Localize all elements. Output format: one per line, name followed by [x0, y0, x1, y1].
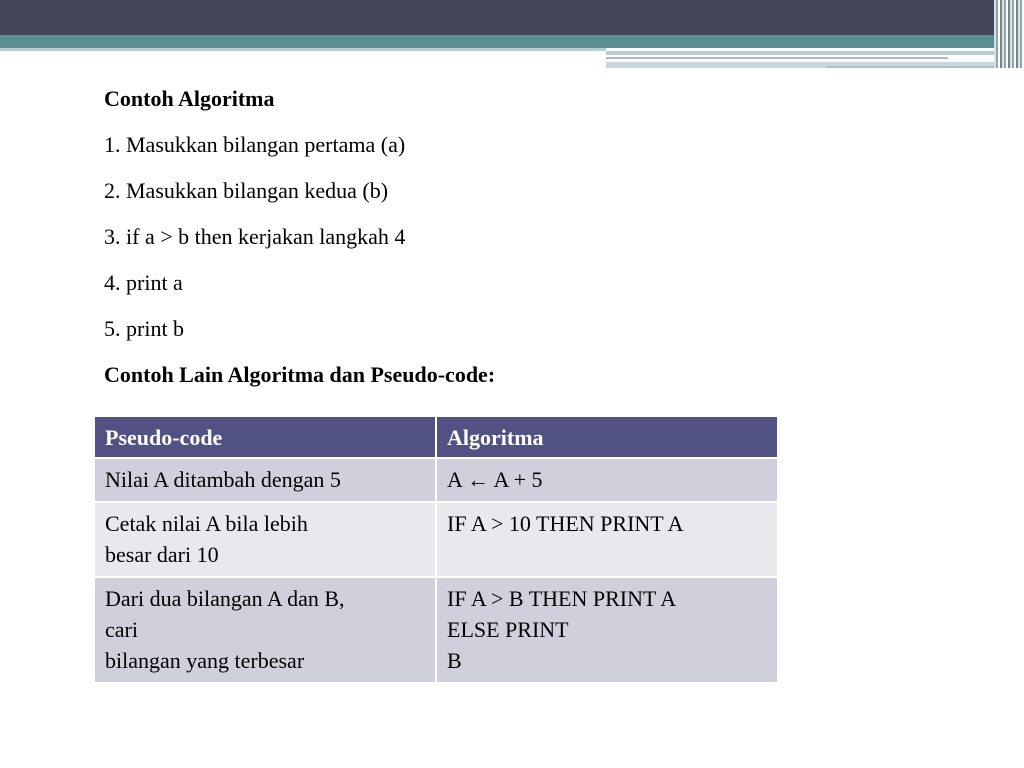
pseudo-code-table [95, 417, 777, 684]
cell-line: A ← A + 5 [447, 467, 543, 492]
header-bar-dark [0, 0, 1024, 35]
algorithm-step-2: 2. Masukkan bilangan kedua (b) [104, 178, 389, 203]
cell-line: besar dari 10 [105, 542, 219, 567]
cell-line: IF A > B THEN PRINT A [447, 586, 677, 611]
table-cell-pseudo [95, 503, 437, 578]
cell-line: IF A > 10 THEN PRINT A [447, 511, 684, 536]
header-stripes-decoration [994, 0, 1024, 68]
table-row [95, 503, 777, 578]
cell-line: B [447, 648, 462, 673]
cell-line: bilangan yang terbesar [105, 648, 305, 673]
table-cell-algo [437, 578, 777, 684]
header-line-right-2 [606, 57, 948, 59]
algorithm-step-4: 4. print a [104, 270, 183, 295]
cell-line: Dari dua bilangan A dan B, [105, 586, 345, 611]
cell-line: Cetak nilai A bila lebih [105, 511, 308, 536]
slide-content [104, 82, 904, 392]
header-bar-teal [0, 35, 1024, 48]
algorithm-step-5: 5. print b [104, 316, 185, 341]
header-line-left [0, 48, 606, 51]
algorithm-step-1: 1. Masukkan bilangan pertama (a) [104, 132, 406, 157]
header-line-right-1 [606, 51, 1024, 55]
table-header-algoritma: Algoritma [437, 417, 777, 459]
table-cell-pseudo [95, 459, 437, 503]
table-header-row [95, 417, 777, 459]
cell-line: Nilai A ditambah dengan 5 [105, 467, 341, 492]
table-row [95, 578, 777, 684]
header-line-right-4 [826, 66, 1006, 68]
table-row [95, 459, 777, 503]
table-cell-algo [437, 503, 777, 578]
table-cell-pseudo [95, 578, 437, 684]
cell-line: ELSE PRINT [447, 617, 569, 642]
slide-subheading: Contoh Lain Algoritma dan Pseudo-code: [104, 362, 496, 387]
table-header-pseudo-code: Pseudo-code [95, 417, 437, 459]
cell-line: cari [105, 617, 138, 642]
algorithm-step-3: 3. if a > b then kerjakan langkah 4 [104, 224, 406, 249]
slide-heading: Contoh Algoritma [104, 86, 275, 111]
table-cell-algo [437, 459, 777, 503]
